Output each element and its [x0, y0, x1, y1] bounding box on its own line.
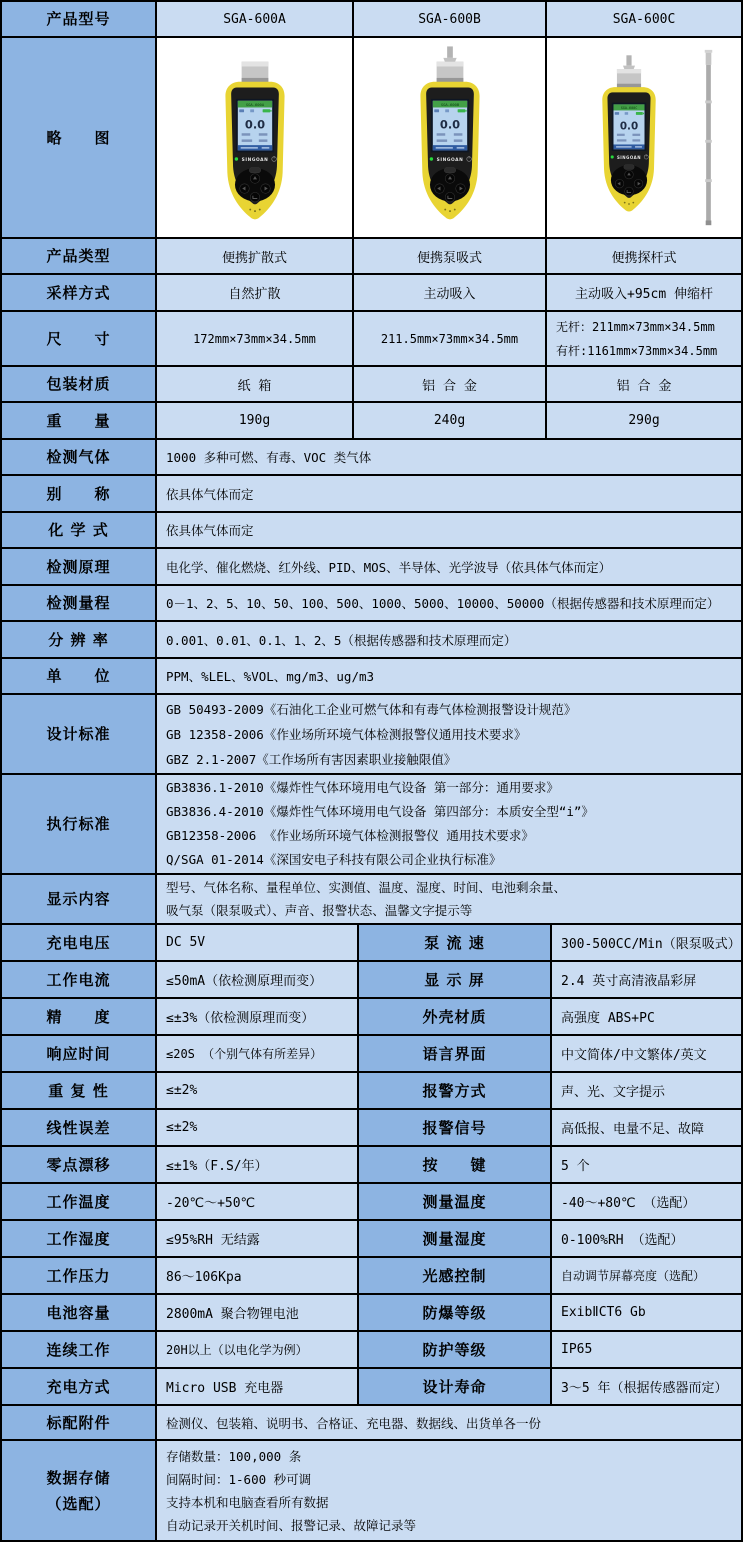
- spec-label: 连续工作: [2, 1332, 157, 1367]
- spec-row-zero-drift: [2, 1147, 741, 1184]
- table-row-model: [2, 2, 741, 38]
- spec-row-charge-voltage: [2, 925, 741, 962]
- row-label: 分 辨 率: [2, 622, 157, 657]
- design-std-line: GBZ 2.1-2007《工作场所有害因素职业接触限值》: [166, 751, 457, 767]
- svg-text:0.0: 0.0: [244, 116, 265, 131]
- spec-value: ≤50mA（依检测原理而变）: [157, 962, 359, 997]
- spec-value: 5 个: [552, 1147, 741, 1182]
- row-label: 包装材质: [2, 367, 157, 401]
- weight-c: 290g: [547, 403, 741, 438]
- row-label-data-storage: [2, 1441, 157, 1540]
- row-label: 检测原理: [2, 549, 157, 584]
- table-row-product-type: [2, 239, 741, 275]
- size-b: 211.5mm×73mm×34.5mm: [354, 312, 547, 365]
- spec-value: IP65: [552, 1332, 741, 1367]
- size-a: 172mm×73mm×34.5mm: [157, 312, 354, 365]
- table-row-weight: [2, 403, 741, 440]
- spec-value: 高强度 ABS+PC: [552, 999, 741, 1034]
- table-row-unit: [2, 659, 741, 695]
- row-label: 执行标准: [2, 775, 157, 873]
- power-led: [234, 157, 237, 160]
- spec-label: 防护等级: [359, 1332, 552, 1367]
- table-row-resolution: [2, 622, 741, 659]
- table-row-display-content: [2, 875, 741, 925]
- row-label-sketch: 略 图: [2, 38, 157, 237]
- spec-label: 测量温度: [359, 1184, 552, 1219]
- product-photo-b: [354, 38, 547, 237]
- type-a: 便携扩散式: [157, 239, 354, 273]
- spec-value: ExibⅡCT6 Gb: [552, 1295, 741, 1330]
- design-std-line: GB 12358-2006《作业场所环境气体检测报警仪通用技术要求》: [166, 726, 527, 742]
- spec-label: 按 键: [359, 1147, 552, 1182]
- accessories-value: 检测仪、包装箱、说明书、合格证、充电器、数据线、出货单各一份: [157, 1406, 741, 1439]
- gas-value: 1000 多种可燃、有毒、VOC 类气体: [157, 440, 741, 474]
- table-row-package: [2, 367, 741, 403]
- row-label: 检测气体: [2, 440, 157, 474]
- spec-label: 显 示 屏: [359, 962, 552, 997]
- spec-value: ≤±2%: [157, 1073, 359, 1108]
- model-name-c: SGA-600C: [547, 2, 741, 36]
- model-name-a: SGA-600A: [157, 2, 354, 36]
- spec-label: 电池容量: [2, 1295, 157, 1330]
- svg-text:SINGOAN: SINGOAN: [436, 157, 463, 163]
- spec-row-repeatability: [2, 1073, 741, 1110]
- size-c-line2: 有杆:1161mm×73mm×34.5mm: [556, 343, 718, 358]
- spec-label: 语言界面: [359, 1036, 552, 1071]
- display-content-value: [157, 875, 741, 923]
- type-c: 便携探杆式: [547, 239, 741, 273]
- formula-value: 依具体气体而定: [157, 513, 741, 547]
- table-row-sketch: [2, 38, 741, 239]
- spec-value: ≤±1%（F.S/年）: [157, 1147, 359, 1182]
- row-label: 显示内容: [2, 875, 157, 923]
- spec-label: 工作温度: [2, 1184, 157, 1219]
- design-standard-value: [157, 695, 741, 773]
- row-label: 别 称: [2, 476, 157, 511]
- spec-value: Micro USB 充电器: [157, 1369, 359, 1404]
- sampling-c: 主动吸入+95cm 伸缩杆: [547, 275, 741, 310]
- size-c: [547, 312, 741, 365]
- data-storage-value: [157, 1441, 741, 1540]
- spec-row-response-time: [2, 1036, 741, 1073]
- spec-label: 工作湿度: [2, 1221, 157, 1256]
- package-c: 铝 合 金: [547, 367, 741, 401]
- spec-value: 0-100%RH （选配）: [552, 1221, 741, 1256]
- spec-value: -40～+80℃ （选配）: [552, 1184, 741, 1219]
- spec-value: ≤95%RH 无结露: [157, 1221, 359, 1256]
- row-label: 单 位: [2, 659, 157, 693]
- spec-value: 中文简体/中文繁体/英文: [552, 1036, 741, 1071]
- row-label: 检测量程: [2, 586, 157, 620]
- svg-text:SGA-600C: SGA-600C: [620, 105, 637, 110]
- table-row-design-standard: [2, 695, 741, 775]
- spec-value: ≤±3%（依检测原理而变）: [157, 999, 359, 1034]
- spec-label: 充电电压: [2, 925, 157, 960]
- package-a: 纸 箱: [157, 367, 354, 401]
- spec-row-accuracy: [2, 999, 741, 1036]
- table-row-data-storage: [2, 1441, 741, 1540]
- weight-b: 240g: [354, 403, 547, 438]
- unit-value: PPM、%LEL、%VOL、mg/m3、ug/m3: [157, 659, 741, 693]
- exec-std-line: Q/SGA 01-2014《深国安电子科技有限公司企业执行标准》: [166, 852, 502, 867]
- spec-label: 泵 流 速: [359, 925, 552, 960]
- svg-text:SINGOAN: SINGOAN: [241, 157, 268, 163]
- display-line: 型号、气体名称、量程单位、实测值、温度、湿度、时间、电池剩余量、: [166, 880, 567, 895]
- gas-detector-c-illustration: [573, 48, 685, 228]
- principle-value: 电化学、催化燃烧、红外线、PID、MOS、半导体、光学波导（依具体气体而定）: [157, 549, 741, 584]
- storage-line: 存储数量：100,000 条: [166, 1448, 302, 1464]
- spec-label: 测量湿度: [359, 1221, 552, 1256]
- spec-row-continuous-work: [2, 1332, 741, 1369]
- spec-label: 响应时间: [2, 1036, 157, 1071]
- storage-line: 间隔时间：1-600 秒可调: [166, 1471, 312, 1487]
- table-row-dimensions: [2, 312, 741, 367]
- row-label: 重 量: [2, 403, 157, 438]
- spec-row-battery-capacity: [2, 1295, 741, 1332]
- size-c-line1: 无杆：211mm×73mm×34.5mm: [556, 319, 715, 334]
- spec-label: 零点漂移: [2, 1147, 157, 1182]
- spec-label: 报警方式: [359, 1073, 552, 1108]
- table-row-accessories: [2, 1406, 741, 1441]
- sampling-b: 主动吸入: [354, 275, 547, 310]
- type-b: 便携泵吸式: [354, 239, 547, 273]
- product-photo-c: [547, 38, 741, 237]
- storage-label-line2: （选配）: [46, 1494, 111, 1513]
- spec-label: 外壳材质: [359, 999, 552, 1034]
- gas-detector-a-illustration: [193, 43, 317, 233]
- spec-value: 2800mA 聚合物锂电池: [157, 1295, 359, 1330]
- spec-row-working-temperature: [2, 1184, 741, 1221]
- display-line: 吸气泵（限泵吸式）、声音、报警状态、温馨文字提示等: [166, 903, 473, 918]
- spec-value: ≤20S （个别气体有所差异）: [157, 1036, 359, 1071]
- spec-label: 重 复 性: [2, 1073, 157, 1108]
- spec-value: DC 5V: [157, 925, 359, 960]
- spec-row-working-pressure: [2, 1258, 741, 1295]
- row-label: 设计标准: [2, 695, 157, 773]
- spec-value: 声、光、文字提示: [552, 1073, 741, 1108]
- row-label-product-model: 产品型号: [2, 2, 157, 36]
- spec-value: 高低报、电量不足、故障: [552, 1110, 741, 1145]
- spec-value: 2.4 英寸高清液晶彩屏: [552, 962, 741, 997]
- spec-value: ≤±2%: [157, 1110, 359, 1145]
- svg-text:SGA-600A: SGA-600A: [245, 101, 264, 107]
- table-row-exec-standard: [2, 775, 741, 875]
- spec-label: 精 度: [2, 999, 157, 1034]
- spec-value: -20℃～+50℃: [157, 1184, 359, 1219]
- spec-label: 防爆等级: [359, 1295, 552, 1330]
- power-led: [429, 157, 432, 160]
- exec-std-line: GB3836.1-2010《爆炸性气体环境用电气设备 第一部分：通用要求》: [166, 780, 559, 795]
- row-label: 化 学 式: [2, 513, 157, 547]
- svg-text:SINGOAN: SINGOAN: [616, 154, 641, 160]
- spec-label: 光感控制: [359, 1258, 552, 1293]
- spec-value: 3～5 年（根据传感器而定）: [552, 1369, 741, 1404]
- spec-label: 线性误差: [2, 1110, 157, 1145]
- gas-detector-b-illustration: [388, 43, 512, 233]
- spec-label: 工作压力: [2, 1258, 157, 1293]
- table-row-range: [2, 586, 741, 622]
- storage-line: 支持本机和电脑查看所有数据: [166, 1494, 329, 1510]
- spec-row-working-current: [2, 962, 741, 999]
- resolution-value: 0.001、0.01、0.1、1、2、5（根据传感器和技术原理而定）: [157, 622, 741, 657]
- spec-label: 工作电流: [2, 962, 157, 997]
- spec-row-linearity-error: [2, 1110, 741, 1147]
- product-photo-a: [157, 38, 354, 237]
- spec-row-charging-method: [2, 1369, 741, 1406]
- telescopic-probe-rod: [701, 47, 716, 229]
- exec-standard-value: [157, 775, 741, 873]
- spec-value: 86～106Kpa: [157, 1258, 359, 1293]
- table-row-principle: [2, 549, 741, 586]
- storage-line: 自动记录开关机时间、报警记录、故障记录等: [166, 1517, 417, 1533]
- row-label: 标配附件: [2, 1406, 157, 1439]
- storage-label-line1: 数据存储: [46, 1468, 111, 1487]
- weight-a: 190g: [157, 403, 354, 438]
- table-row-gas: [2, 440, 741, 476]
- spec-row-working-humidity: [2, 1221, 741, 1258]
- alias-value: 依具体气体而定: [157, 476, 741, 511]
- design-std-line: GB 50493-2009《石油化工企业可燃气体和有毒气体检测报警设计规范》: [166, 701, 577, 717]
- spec-label: 设计寿命: [359, 1369, 552, 1404]
- row-label: 采样方式: [2, 275, 157, 310]
- svg-text:0.0: 0.0: [439, 116, 460, 131]
- exec-std-line: GB3836.4-2010《爆炸性气体环境用电气设备 第四部分：本质安全型“i”》: [166, 804, 594, 819]
- row-label: 尺 寸: [2, 312, 157, 365]
- table-row-alias: [2, 476, 741, 513]
- svg-text:0.0: 0.0: [619, 119, 638, 132]
- exec-std-line: GB12358-2006 《作业场所环境气体检测报警仪 通用技术要求》: [166, 828, 534, 843]
- package-b: 铝 合 金: [354, 367, 547, 401]
- svg-text:SGA-600B: SGA-600B: [440, 101, 459, 107]
- spec-value: 300-500CC/Min（限泵吸式）: [552, 925, 741, 960]
- spec-label: 报警信号: [359, 1110, 552, 1145]
- table-row-formula: [2, 513, 741, 549]
- power-led: [610, 155, 613, 158]
- row-label: 产品类型: [2, 239, 157, 273]
- spec-label: 充电方式: [2, 1369, 157, 1404]
- table-row-sampling: [2, 275, 741, 312]
- range-value: 0－1、2、5、10、50、100、500、1000、5000、10000、50000（根据传感器和技术原理而定）: [157, 586, 741, 620]
- spec-value: 20H以上（以电化学为例）: [157, 1332, 359, 1367]
- model-name-b: SGA-600B: [354, 2, 547, 36]
- sampling-a: 自然扩散: [157, 275, 354, 310]
- spec-value: 自动调节屏幕亮度（选配）: [552, 1258, 741, 1293]
